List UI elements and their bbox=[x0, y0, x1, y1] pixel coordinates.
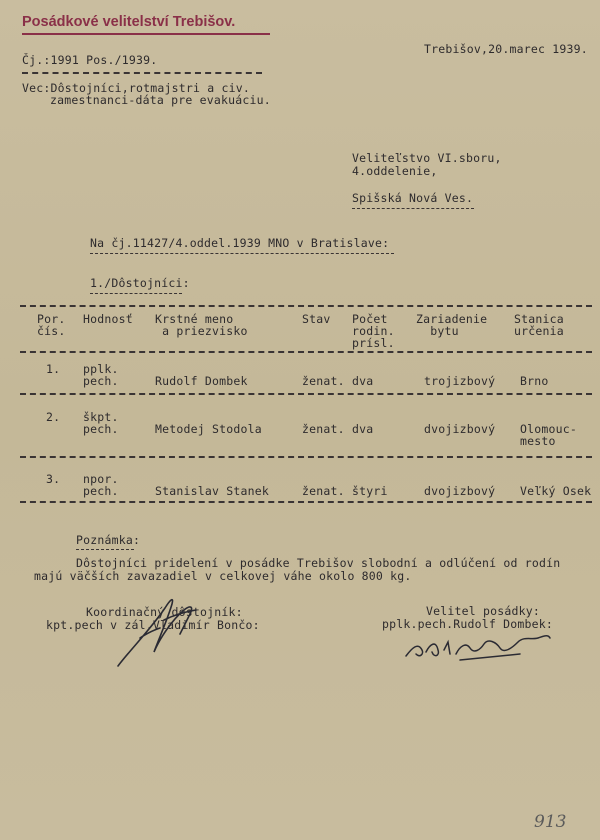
notes-underline bbox=[76, 549, 134, 550]
row-status: ženat. bbox=[302, 484, 345, 498]
notes-line-1: Dôstojníci pridelení v posádke Trebišov slobodní a odlúčení od rodín bbox=[76, 556, 561, 570]
reference-number: Čj.:1991 Pos./1939. bbox=[22, 53, 158, 67]
row-apartment: trojizbový bbox=[424, 374, 496, 388]
recipient-line-3: Spišská Nová Ves. bbox=[352, 191, 474, 205]
row-name: Stanislav Stanek bbox=[155, 484, 269, 498]
recipient-underline bbox=[352, 208, 474, 209]
left-signatory-title: Koordinačný dôstojník: bbox=[86, 605, 243, 619]
header-zariadenie: Zariadenie bytu bbox=[416, 312, 488, 338]
header-stav: Stav bbox=[302, 312, 331, 326]
letterhead-stamp: Posádkové velitelství Trebišov. bbox=[22, 14, 236, 30]
row-apartment: dvojizbový bbox=[424, 484, 496, 498]
row-family-count: dva bbox=[352, 374, 374, 388]
row-number: 3. bbox=[46, 472, 61, 486]
row-rank: škpt. pech. bbox=[83, 410, 119, 436]
recipient-line-1: Veliteľstvo VI.sboru, bbox=[352, 151, 502, 165]
reference-underline bbox=[90, 253, 394, 254]
row-number: 2. bbox=[46, 410, 61, 424]
letterhead-underline bbox=[22, 33, 270, 35]
divider bbox=[22, 72, 262, 74]
header-pocet: Počet rodin. prísl. bbox=[352, 312, 395, 350]
row-name: Metodej Stodola bbox=[155, 422, 262, 436]
row-status: ženat. bbox=[302, 374, 345, 388]
table-top-rule bbox=[20, 305, 592, 307]
header-stanica: Stanica určenia bbox=[514, 312, 564, 338]
row-destination: Brno bbox=[520, 374, 549, 388]
row-destination: Olomouc- mesto bbox=[520, 422, 577, 448]
section-underline bbox=[90, 293, 182, 294]
header-meno: Krstné meno a priezvisko bbox=[155, 312, 248, 338]
left-signatory-name: kpt.pech v zál.Vladimír Bončo: bbox=[46, 618, 260, 632]
row-separator bbox=[20, 456, 592, 458]
table-bottom-rule bbox=[20, 501, 592, 503]
row-rank: npor. pech. bbox=[83, 472, 119, 498]
section-title: 1./Dôstojníci: bbox=[90, 276, 190, 290]
row-apartment: dvojizbový bbox=[424, 422, 496, 436]
row-separator bbox=[20, 393, 592, 395]
table-header-rule bbox=[20, 351, 592, 353]
row-number: 1. bbox=[46, 362, 61, 376]
row-family-count: dva bbox=[352, 422, 374, 436]
right-handwritten-signature bbox=[400, 620, 560, 666]
row-status: ženat. bbox=[302, 422, 345, 436]
left-handwritten-signature bbox=[110, 590, 220, 670]
right-signatory-name: pplk.pech.Rudolf Dombek: bbox=[382, 617, 553, 631]
right-signatory-title: Velitel posádky: bbox=[426, 604, 540, 618]
page-number: 913 bbox=[534, 812, 567, 832]
reference-line: Na čj.11427/4.oddel.1939 MNO v Bratislave: bbox=[90, 236, 390, 250]
header-por: Por. čís. bbox=[37, 312, 66, 338]
notes-title: Poznámka: bbox=[76, 533, 141, 547]
notes-line-2: majú väčších zavazadiel v celkovej váhe okolo 800 kg. bbox=[34, 569, 412, 583]
row-destination: Veľký Osek bbox=[520, 484, 592, 498]
row-name: Rudolf Dombek bbox=[155, 374, 248, 388]
subject-line-2: zamestnanci-dáta pre evakuáciu. bbox=[50, 93, 271, 107]
row-family-count: štyri bbox=[352, 484, 388, 498]
row-rank: pplk. pech. bbox=[83, 362, 119, 388]
recipient-line-2: 4.oddelenie, bbox=[352, 164, 438, 178]
header-hodnost: Hodnosť bbox=[83, 312, 133, 326]
subject-line-1: Vec:Dôstojníci,rotmajstri a civ. bbox=[22, 81, 250, 95]
place-date: Trebišov,20.marec 1939. bbox=[424, 42, 588, 56]
